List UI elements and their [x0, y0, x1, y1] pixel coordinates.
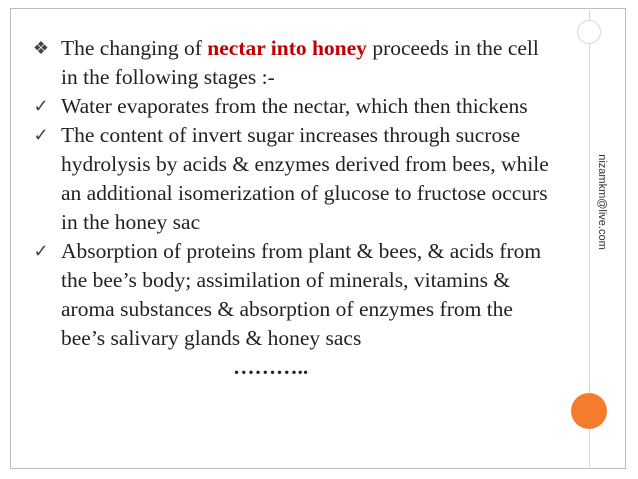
item-text: The content of invert sugar increases through sucrose hydrolysis by acids & enzymes derived from bees, while an additional isomerization of glucose to fructose occurs in the honey sac — [61, 123, 549, 234]
list-item-stages — [30, 34, 550, 92]
checkmark-bullet-icon: ✓ — [33, 241, 49, 261]
item-text-suffix: proceeds in the cell in the following stages :- — [61, 36, 539, 89]
continuation-dots: ……….. — [233, 355, 309, 379]
item-text-prefix: The changing of — [61, 36, 208, 60]
circle-outline-icon — [577, 20, 601, 44]
highlighted-phrase: nectar into honey — [207, 36, 367, 60]
item-text: Absorption of proteins from plant & bees, & acids from the bee’s body; assimilation of minerals, vitamins & aroma substances & absorption of enzymes from the bee’s salivary glands & honey sacs — [61, 239, 542, 350]
list-item-evaporation — [30, 92, 550, 121]
list-item-invert-sugar — [30, 121, 550, 237]
author-email: nizamkm@live.com — [596, 154, 608, 250]
slide-content — [30, 34, 550, 382]
list-item-absorption — [30, 237, 550, 382]
diamond-bullet-icon: ❖ — [32, 38, 50, 58]
item-text: Water evaporates from the nectar, which then thickens — [61, 94, 528, 118]
checkmark-bullet-icon: ✓ — [33, 125, 49, 145]
checkmark-bullet-icon: ✓ — [33, 96, 49, 116]
orange-circle-icon — [571, 393, 607, 429]
